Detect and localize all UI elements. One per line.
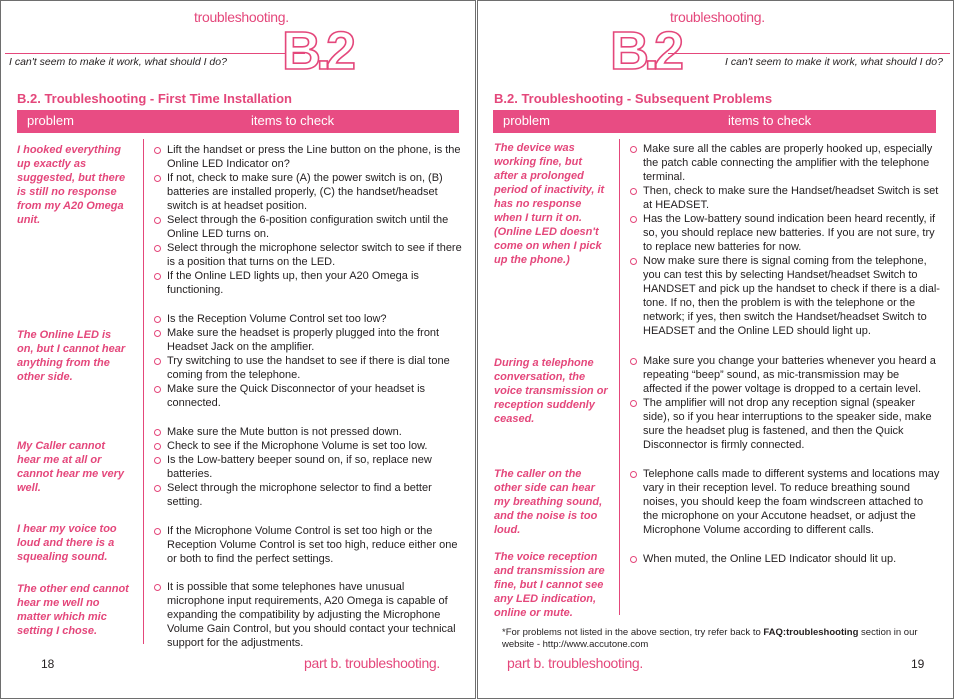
list-item: Has the Low-battery sound indication been heard recently, if so, you should replace new batteries. If you are not sure, try to replace new batteries for now.	[628, 212, 940, 254]
table-header	[493, 110, 936, 133]
list-item: Lift the handset or press the Line button on the phone, is the Online LED Indicator on?	[152, 143, 462, 171]
page-number: 18	[41, 657, 55, 671]
list-item: If not, check to make sure (A) the power switch is on, (B) batteries are installed properly, (C) the handset/headset switch is at headset position.	[152, 171, 462, 213]
list-item: Make sure the Quick Disconnector of your headset is connected.	[152, 382, 462, 410]
bullet-icon	[154, 386, 161, 393]
list-item: If the Microphone Volume Control is set too high or the Reception Volume Control is set too high, reduce either one or both to find the perfect settings.	[152, 524, 462, 566]
header-rule	[668, 53, 950, 54]
bullet-icon	[154, 358, 161, 365]
bullet-icon	[154, 217, 161, 224]
items-list	[152, 312, 462, 410]
section-title: B.2. Troubleshooting - Subsequent Problems	[494, 91, 773, 106]
bullet-icon	[154, 245, 161, 252]
problem-text: My Caller cannot hear me at all or cannot hear me very well.	[17, 440, 124, 494]
problem-text: I hear my voice too loud and there is a squealing sound.	[17, 523, 117, 563]
column-problem: problem	[27, 113, 74, 128]
bullet-icon	[630, 358, 637, 365]
list-item: If the Online LED lights up, then your A20 Omega is functioning.	[152, 269, 462, 297]
running-head: troubleshooting.	[670, 9, 765, 25]
bullet-icon	[154, 429, 161, 436]
list-item: The amplifier will not drop any reception signal (speaker side), so if you hear interruptions to the speaker side, make sure the headset plug is fastened, and then the Quick Disconnector is firmly connected.	[628, 396, 940, 452]
problem-text: The caller on the other side can hear my breathing sound, and the noise is too loud.	[494, 468, 603, 536]
items-list	[152, 425, 462, 509]
bullet-icon	[630, 216, 637, 223]
bullet-icon	[154, 316, 161, 323]
list-item: Make sure the Mute button is not pressed down.	[152, 425, 462, 439]
running-head: troubleshooting.	[194, 9, 289, 25]
problem-text: The Online LED is on, but I cannot hear anything from the other side.	[17, 329, 126, 383]
list-item: Is the Reception Volume Control set too low?	[152, 312, 462, 326]
items-list	[628, 467, 940, 537]
column-items: items to check	[728, 113, 812, 128]
faq-reference: FAQ:troubleshooting	[763, 627, 859, 638]
list-item: Select through the microphone selector switch to see if there is a position that turns on the LED.	[152, 241, 462, 269]
bullet-icon	[154, 584, 161, 591]
list-item: Make sure you change your batteries whenever you heard a repeating “beep” sound, as mic-transmission may be affected if the power voltage is dropped to a certain level.	[628, 354, 940, 396]
list-item: Now make sure there is signal coming from the telephone, you can test this by selecting Handset/headset Switch to HANDSET and pick up the handset to check if there is a dial-tone. If no, then the problem is with the telephone or the network; if yes, then switch the Handset/headset Switch to HEADSET and the Online LED should light up.	[628, 254, 940, 338]
footer-title: part b. troubleshooting.	[304, 655, 441, 671]
list-item: It is possible that some telephones have unusual microphone input requirements, A20 Omega is capable of expanding the compatibility by adjusting the Microphone Volume Gain Control, but you should contact your technical support for the adjustments.	[152, 580, 462, 650]
page-number: 19	[911, 657, 925, 671]
right-page	[477, 0, 954, 699]
bullet-icon	[630, 146, 637, 153]
list-item: Telephone calls made to different systems and locations may vary in their reception level. To reduce breathing sound noises, you should keep the foam windscreen attached to the microphone on your Accutone headset, or adjust the Microphone Volume according to different calls.	[628, 467, 940, 537]
column-divider	[619, 139, 620, 615]
footnote: *For problems not listed in the above section, try refer back to FAQ:troubleshooting section in our website - http://www.accutone.com	[502, 627, 918, 650]
problem-text: The device was working fine, but after a prolonged period of inactivity, it has no response when I turn it on. (Online LED doesn't come on when I pick up the phone.)	[494, 142, 605, 266]
bullet-icon	[154, 485, 161, 492]
items-list	[152, 524, 462, 566]
page-subhead: I can't seem to make it work, what should I do?	[9, 56, 227, 68]
list-item: Is the Low-battery beeper sound on, if so, replace new batteries.	[152, 453, 462, 481]
bullet-icon	[630, 471, 637, 478]
problem-text: I hooked everything up exactly as suggested, but there is still no response from my A20 Omega unit.	[17, 144, 126, 226]
list-item: Select through the microphone selector to find a better setting.	[152, 481, 462, 509]
list-item: Make sure all the cables are properly hooked up, especially the patch cable connecting the amplifier with the telephone terminal.	[628, 142, 940, 184]
list-item: Make sure the headset is properly plugged into the front Headset Jack on the amplifier.	[152, 326, 462, 354]
items-list	[628, 142, 940, 338]
page-subhead: I can't seem to make it work, what should I do?	[725, 56, 943, 68]
list-item: Select through the 6-position configuration switch until the Online LED turns on.	[152, 213, 462, 241]
problem-text: During a telephone conversation, the voice transmission or reception suddenly ceased.	[494, 357, 608, 425]
problem-text: The voice reception and transmission are fine, but I cannot see any LED indication, online or mute.	[494, 551, 605, 619]
section-code: B.2	[282, 21, 352, 81]
section-title: B.2. Troubleshooting - First Time Installation	[17, 91, 292, 106]
bullet-icon	[154, 273, 161, 280]
table-header	[17, 110, 459, 133]
items-list	[152, 143, 462, 297]
items-list	[628, 354, 940, 452]
items-list	[628, 552, 940, 566]
list-item: Try switching to use the handset to see if there is dial tone coming from the telephone.	[152, 354, 462, 382]
section-code: B.2	[610, 21, 680, 81]
column-problem: problem	[503, 113, 550, 128]
bullet-icon	[630, 556, 637, 563]
bullet-icon	[154, 175, 161, 182]
column-divider	[143, 139, 144, 644]
bullet-icon	[154, 443, 161, 450]
bullet-icon	[630, 400, 637, 407]
list-item: Then, check to make sure the Handset/headset Switch is set at HEADSET.	[628, 184, 940, 212]
footer-title: part b. troubleshooting.	[507, 655, 644, 671]
bullet-icon	[630, 258, 637, 265]
header-rule	[5, 53, 305, 54]
problem-text: The other end cannot hear me well no matter which mic setting I chose.	[17, 583, 129, 637]
column-items: items to check	[251, 113, 335, 128]
bullet-icon	[154, 147, 161, 154]
bullet-icon	[630, 188, 637, 195]
list-item: Check to see if the Microphone Volume is set too low.	[152, 439, 462, 453]
bullet-icon	[154, 457, 161, 464]
items-list	[152, 580, 462, 650]
bullet-icon	[154, 330, 161, 337]
left-page	[0, 0, 476, 699]
list-item: When muted, the Online LED Indicator should lit up.	[628, 552, 940, 566]
bullet-icon	[154, 528, 161, 535]
